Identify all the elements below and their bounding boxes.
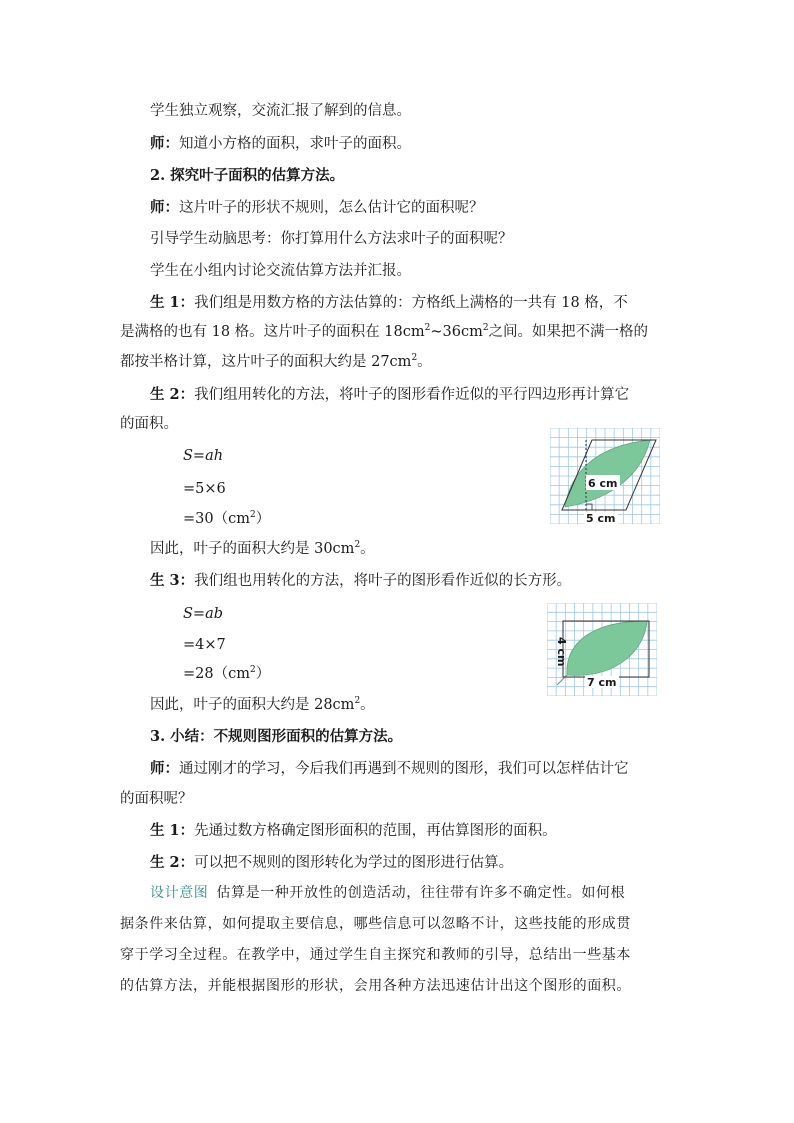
section-heading-3: 3. 小结：不规则图形面积的估算方法。	[150, 728, 403, 745]
para-text: 这片叶子的形状不规则，怎么估计它的面积呢？	[179, 200, 484, 216]
para-text: 知道小方格的面积，求叶子的面积。	[179, 136, 411, 152]
superscript: 2	[354, 540, 361, 551]
para-text: 通过刚才的学习，今后我们再遇到不规则的图形，我们可以怎样估计它	[179, 761, 629, 777]
para-student3	[150, 571, 571, 591]
para-teacher-1	[150, 134, 411, 154]
design-note-line4: 的估算方法，并能根据图形的形状，会用各种方法迅速估计出这个图形的面积。	[120, 978, 631, 994]
para-guide: 引导学生动脑思考：你打算用什么方法求叶子的面积呢？	[150, 231, 513, 247]
para-text: 可以把不规则的图形转化为学过的图形进行估算。	[194, 855, 514, 871]
para-text: 因此，叶子的面积大约是 28cm	[150, 697, 355, 713]
para-student1-line2	[120, 322, 648, 342]
para-text: 都按半格计算，这片叶子的面积大约是 27cm	[120, 354, 412, 370]
formula-2-line2: =4×7	[183, 637, 226, 653]
para-student2-line2: 的面积。	[120, 416, 178, 432]
superscript: 2	[249, 510, 256, 521]
height-label: 6 cm	[588, 477, 618, 490]
para-text: 因此，叶子的面积大约是 30cm	[150, 541, 355, 557]
note-text: 估算是一种开放性的创造活动，往往带有许多不确定性。如何根	[216, 885, 626, 901]
formula-2-line3	[183, 664, 270, 684]
para-student2-line1	[150, 385, 629, 405]
para-text: 。	[360, 541, 375, 557]
para-text: =28（cm	[183, 666, 250, 682]
para-text: 是满格的也有 18 格。这片叶子的面积在 18cm	[120, 324, 425, 340]
speaker-label: 生 3：	[150, 572, 195, 589]
superscript: 2	[424, 323, 431, 334]
design-note-line2: 据条件来估算，如何提取主要信息，哪些信息可以忽略不计，这些技能的形成贯	[120, 916, 631, 932]
para-text: 。	[417, 354, 432, 370]
para-teacher-2	[150, 198, 484, 218]
para-conclusion-1	[150, 539, 375, 559]
formula-1-line1: S=ah	[183, 448, 224, 464]
formula-1-line3	[183, 509, 270, 529]
base-label: 5 cm	[586, 512, 616, 524]
para-observe: 学生独立观察，交流汇报了解到的信息。	[150, 103, 411, 119]
height-label: 4 cm	[555, 637, 568, 667]
para-student1-line3	[120, 352, 432, 372]
para-response-2	[150, 853, 513, 873]
para-response-1	[150, 821, 557, 841]
speaker-label: 师：	[150, 760, 179, 777]
formula-1-line2: =5×6	[183, 481, 226, 497]
width-label: 7 cm	[587, 676, 617, 689]
para-text: =30（cm	[183, 511, 250, 527]
para-teacher-3-line2: 的面积呢？	[120, 791, 193, 807]
para-text: 之间。如果把不满一格的	[488, 324, 649, 340]
superscript: 2	[482, 323, 489, 334]
para-text: 先通过数方格确定图形面积的范围，再估算图形的面积。	[194, 823, 557, 839]
para-text: ~36cm	[430, 324, 483, 340]
leaf-parallelogram-figure	[550, 428, 660, 524]
para-discuss: 学生在小组内讨论交流估算方法并汇报。	[150, 263, 411, 279]
para-conclusion-2	[150, 695, 375, 715]
superscript: 2	[249, 665, 256, 676]
para-text: 我们组用转化的方法，将叶子的图形看作近似的平行四边形再计算它	[194, 387, 630, 403]
para-text: 我们组也用转化的方法，将叶子的图形看作近似的长方形。	[194, 573, 572, 589]
speaker-label: 生 2：	[150, 386, 195, 403]
superscript: 2	[354, 696, 361, 707]
para-teacher-3-line1	[150, 759, 629, 779]
design-note-line3: 穿于学习全过程。在教学中，通过学生自主探究和教师的引导，总结出一些基本	[120, 947, 631, 963]
speaker-label: 生 1：	[150, 822, 195, 839]
para-text: 我们组是用数方格的方法估算的：方格纸上满格的一共有 18 格，不	[194, 295, 628, 311]
section-heading-2: 2. 探究叶子面积的估算方法。	[150, 167, 345, 184]
para-text: 。	[360, 697, 375, 713]
para-text: ）	[255, 666, 271, 682]
speaker-label: 师：	[150, 135, 179, 152]
design-note-label: 设计意图	[150, 885, 209, 901]
para-text: ）	[255, 511, 271, 527]
speaker-label: 生 2：	[150, 854, 195, 871]
leaf-rectangle-figure	[547, 603, 657, 696]
para-student1-line1	[150, 293, 628, 313]
superscript: 2	[411, 353, 418, 364]
design-note-line1	[150, 883, 625, 903]
formula-2-line1: S=ab	[183, 606, 224, 622]
speaker-label: 师：	[150, 199, 179, 216]
speaker-label: 生 1：	[150, 294, 195, 311]
